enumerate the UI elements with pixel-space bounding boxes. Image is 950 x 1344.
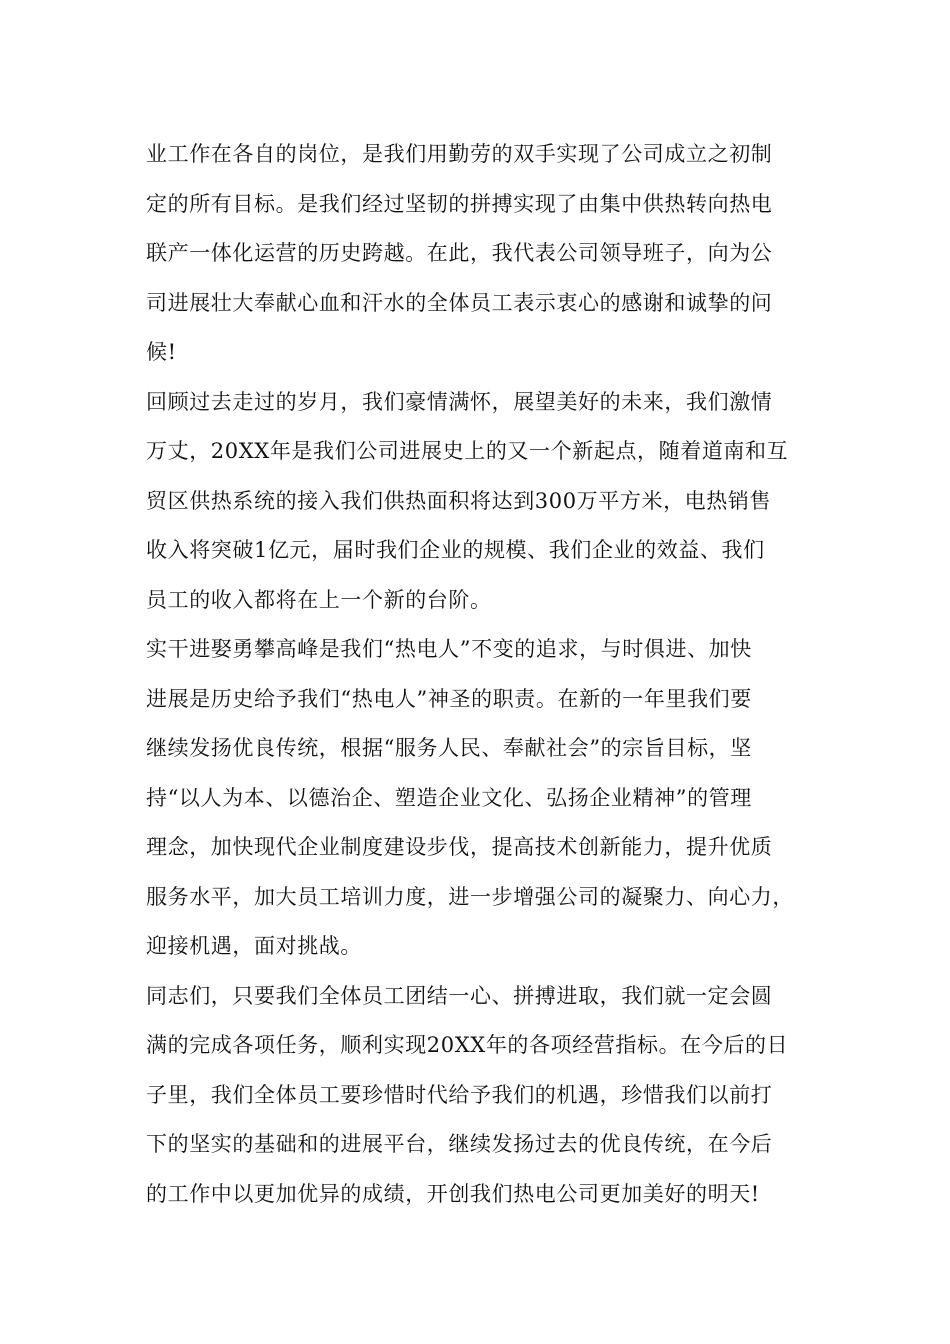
text-line: 候!: [146, 340, 177, 364]
text-line: 定的所有目标。是我们经过坚韧的拼搏实现了由集中供热转向热电: [146, 191, 773, 216]
text-line: 进展是历史给予我们“热电人”神圣的职责。在新的一年里我们要: [146, 686, 752, 711]
text-line: 收入将突破1亿元，届时我们企业的规模、我们企业的效益、我们: [146, 538, 765, 562]
text-line: 迎接机遇，面对挑战。: [146, 934, 362, 958]
text-line: 贸区供热系统的接入我们供热面积将达到300万平方米，电热销售: [146, 488, 772, 513]
text-line: 实干进娶勇攀高峰是我们“热电人”不变的追求，与时俱进、加快: [146, 637, 752, 661]
text-line: 的工作中以更加优异的成绩，开创我们热电公司更加美好的明天!: [146, 1181, 760, 1206]
text-line: 同志们，只要我们全体员工团结一心、拼搏进取，我们就一定会圆: [146, 983, 773, 1008]
text-line: 继续发扬优良传统，根据“服务人民、奉献社会”的宗旨目标，坚: [146, 736, 752, 760]
text-line: 理念，加快现代企业制度建设步伐，提高技术创新能力，提升优质: [146, 835, 773, 859]
text-line: 服务水平，加大员工培训力度，进一步增强公司的凝聚力、向心力，: [146, 884, 794, 909]
text-line: 持“以人为本、以德治企、塑造企业文化、弘扬企业精神”的管理: [146, 785, 752, 810]
text-line: 员工的收入都将在上一个新的台阶。: [146, 587, 492, 612]
text-line: 下的坚实的基础和的进展平台，继续发扬过去的优良传统，在今后: [146, 1132, 773, 1156]
text-line: 满的完成各项任务，顺利实现20XX年的各项经营指标。在今后的日: [146, 1033, 789, 1057]
text-line: 子里，我们全体员工要珍惜时代给予我们的机遇，珍惜我们以前打: [146, 1082, 773, 1107]
text-line: 司进展壮大奉献心血和汗水的全体员工表示衷心的感谢和诚挚的问: [146, 290, 773, 315]
document-body-text: [146, 130, 826, 1219]
text-line: 万丈，20XX年是我们公司进展史上的又一个新起点，随着道南和互: [146, 439, 789, 463]
text-line: 回顾过去走过的岁月，我们豪情满怀，展望美好的未来，我们激情: [146, 389, 773, 414]
text-line: 业工作在各自的岗位，是我们用勤劳的双手实现了公司成立之初制: [146, 142, 773, 166]
text-line: 联产一体化运营的历史跨越。在此，我代表公司领导班子，向为公: [146, 241, 773, 265]
